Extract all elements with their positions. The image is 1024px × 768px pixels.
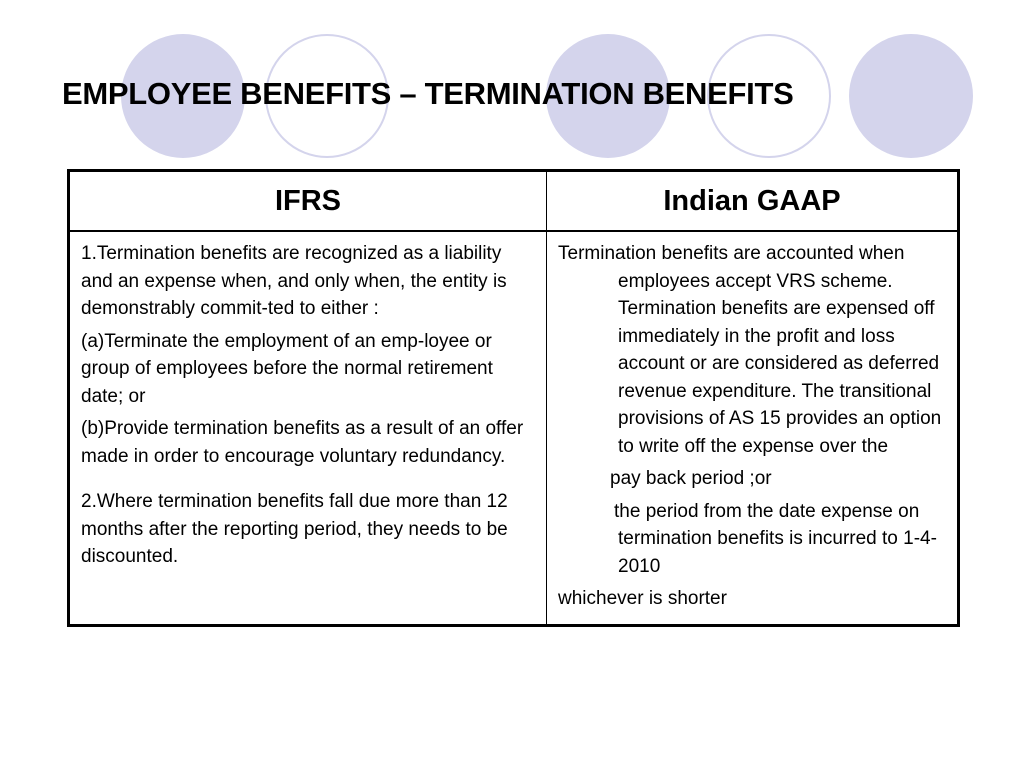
header-ifrs: IFRS xyxy=(69,171,547,232)
gaap-paragraph-shorter: whichever is shorter xyxy=(558,588,727,609)
gaap-paragraph-period: the period from the date expense on termination benefits is incurred to 1-4-2010 xyxy=(614,500,937,577)
gaap-paragraph-payback: pay back period ;or xyxy=(610,468,772,489)
ifrs-point-1b: (b)Provide termination benefits as a result of an offer made in order to encourage voluntary redundancy. xyxy=(81,418,524,467)
slide-title: EMPLOYEE BENEFITS – TERMINATION BENEFITS xyxy=(62,76,794,111)
table-row xyxy=(69,231,959,625)
table-header-row xyxy=(69,171,959,232)
gaap-paragraph-main: Termination benefits are accounted when employees accept VRS scheme. Termination benefits are expensed off immediately in the profit and loss account or are considered as deferred revenue expenditure. The transitional provisions of AS 15 provides an option to write off the expense over the xyxy=(558,243,942,457)
decorative-circle-5 xyxy=(849,34,973,158)
ifrs-point-1: 1.Termination benefits are recognized as a liability and an expense when, and only when, the entity is demonstrably commit-ted to either : xyxy=(81,243,507,319)
ifrs-cell xyxy=(69,231,547,625)
ifrs-point-2: 2.Where termination benefits fall due more than 12 months after the reporting period, they needs to be discounted. xyxy=(81,491,508,567)
header-indian-gaap: Indian GAAP xyxy=(547,171,959,232)
indian-gaap-cell xyxy=(547,231,959,625)
comparison-table xyxy=(67,169,960,627)
ifrs-point-1a: (a)Terminate the employment of an emp-loyee or group of employees before the normal retirement date; or xyxy=(81,330,493,407)
